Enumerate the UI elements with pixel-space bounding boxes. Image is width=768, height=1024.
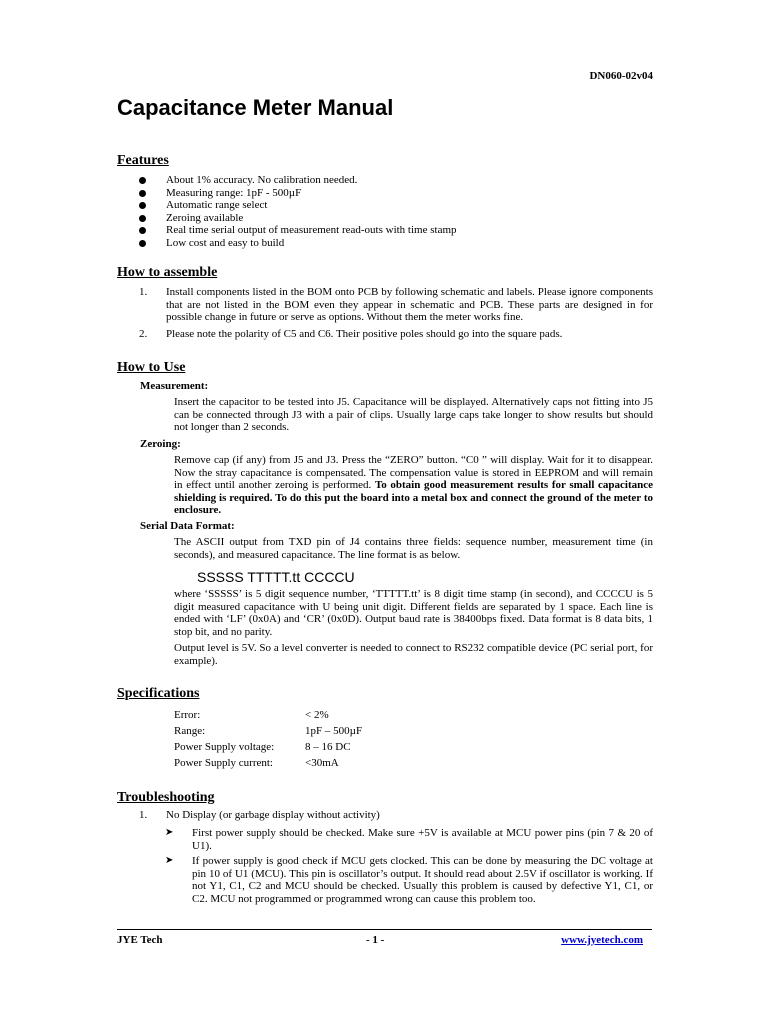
serial-format: SSSSS TTTTT.tt CCCCU	[197, 569, 355, 585]
footer-website[interactable]	[561, 934, 643, 946]
list-item: Low cost and easy to build	[166, 237, 656, 250]
spec-row-voltage: Power Supply voltage: 8 – 16 DC	[174, 741, 351, 753]
arrow-bullet-icon: ➤	[165, 855, 174, 866]
assemble-item-2: 2. Please note the polarity of C5 and C6. Their positive poles should go into the square pads.	[139, 328, 563, 340]
zeroing-bold-note: To obtain good measurement results for small capacitance shielding is required. To do this put the board into a metal box and connect the ground of the meter to enclosure.	[174, 479, 654, 517]
list-item: Measuring range: 1pF - 500µF	[166, 187, 656, 200]
list-item: Zeroing available	[166, 212, 656, 225]
assemble-heading: How to assemble	[117, 265, 218, 280]
website-link[interactable]: www.jyetech.com	[561, 934, 643, 946]
bullet-icon	[139, 202, 146, 209]
bullet-icon	[139, 177, 146, 184]
spec-row-current: Power Supply current: <30mA	[174, 757, 339, 769]
page-title: Capacitance Meter Manual	[117, 95, 394, 120]
trouble-item-1: 1. No Display (or garbage display without activity)	[139, 809, 380, 821]
zeroing-label: Zeroing:	[140, 438, 181, 450]
how-to-use-heading: How to Use	[117, 360, 186, 375]
trouble-subitem-1: ➤ First power supply should be checked. Make sure +5V is available at MCU power pins (pin 7 & 20 of U1).	[165, 827, 653, 852]
specifications-heading: Specifications	[117, 686, 200, 701]
troubleshooting-heading: Troubleshooting	[117, 790, 215, 805]
spec-row-range: Range: 1pF – 500µF	[174, 725, 363, 737]
footer-divider	[117, 929, 652, 930]
serial-output: Output level is 5V. So a level converter is needed to connect to RS232 compatible device (PC serial port, for example).	[174, 642, 653, 667]
features-heading: Features	[117, 153, 169, 168]
measurement-label: Measurement:	[140, 380, 209, 392]
bullet-icon	[139, 240, 146, 247]
footer-company: JYE Tech	[117, 934, 163, 946]
assemble-item-1: 1. Install components listed in the BOM onto PCB by following schematic and labels. Please ignore components that are not listed in the BOM even they appear in schematic and PCB. These parts are designed in for possible change in future or serve as options. Without them the meter works fine.	[139, 286, 653, 324]
serial-explain: where ‘SSSSS’ is 5 digit sequence number, ‘TTTTT.tt’ is 8 digit time stamp (in second), and CCCCU is 5 digit measured capacitance with U being unit digit. Different fields are separated by 1 space. Each line is ended with ‘LF’ (0x0A) and ‘CR’ (0x0D). Output baud rate is 38400bps fixed. Data format is 8 data bits, 1 stop bit, and no parity.	[174, 588, 653, 638]
measurement-text: Insert the capacitor to be tested into J5. Capacitance will be displayed. Alternatively caps not fitting into J5 can be connected through J3 with a pair of clips. Usually large caps take longer to show results but should not longer than 2 seconds.	[174, 396, 653, 434]
document-id: DN060-02v04	[589, 70, 653, 82]
arrow-bullet-icon: ➤	[165, 827, 174, 838]
spec-row-error: Error: < 2%	[174, 709, 329, 721]
list-item: About 1% accuracy. No calibration needed.	[166, 174, 656, 187]
trouble-subitem-2: ➤ If power supply is good check if MCU gets clocked. This can be done by measuring the DC voltage at pin 10 of U1 (MCU). This pin is oscillator’s output. It should read about 2.5V if oscillator is working. If not Y1, C1, C2 and MCU should be checked. Usually this problem is caused by defective Y1, C1, or C2. MCU not programmed or programmed wrong can cause this problem too.	[165, 855, 653, 905]
footer-page-number: - 1 -	[366, 934, 385, 946]
bullet-icon	[139, 190, 146, 197]
bullet-icon	[139, 227, 146, 234]
zeroing-text: Remove cap (if any) from J5 and J3. Press the “ZERO” button. “C0 ” will display. Wait for it to disappear. Now the stray capacitance is compensated. The compensation value is stored in EEPROM and will remain in effect until another zeroing is performed. To obtain good measurement results for small capacitance shielding is required. To do this put the board into a metal box and connect the ground of the meter to enclosure.	[174, 454, 654, 517]
features-list	[166, 174, 656, 250]
serial-label: Serial Data Format:	[140, 520, 235, 532]
serial-text: The ASCII output from TXD pin of J4 contains three fields: sequence number, measurement time (in seconds), and measured capacitance. The line format is as below.	[174, 536, 653, 561]
bullet-icon	[139, 215, 146, 222]
list-item: Automatic range select	[166, 199, 656, 212]
list-item: Real time serial output of measurement read-outs with time stamp	[166, 224, 656, 237]
